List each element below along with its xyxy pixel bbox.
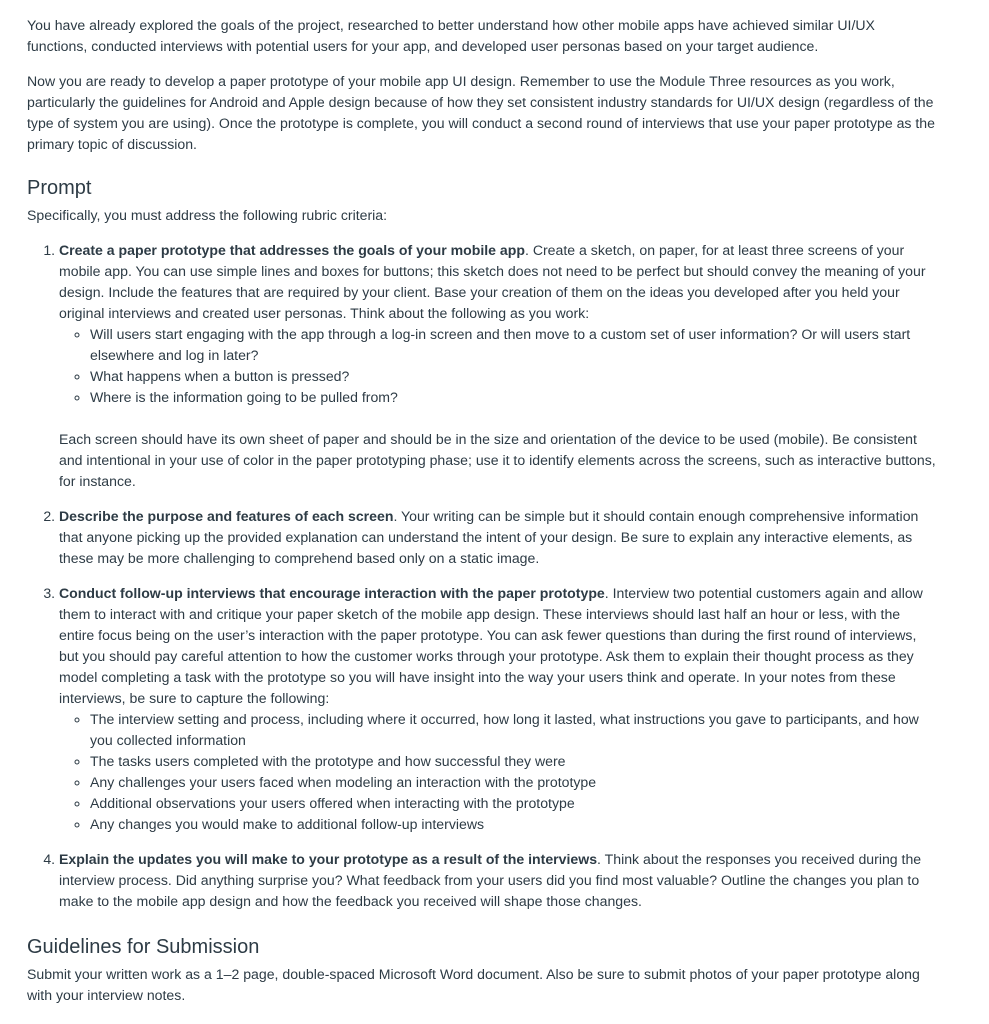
rubric-item-4	[59, 849, 937, 912]
list-item: ◦ Where is the information going to be pulled from?	[90, 387, 937, 408]
list-item: ◦ Will users start engaging with the app through a log-in screen and then move to a custom set of user information? Or will users start elsewhere and log in later?	[90, 324, 937, 366]
list-item: ◦ What happens when a button is pressed?	[90, 366, 937, 387]
rubric-item-1-text: . Create a sketch, on paper, for at least three screens of your mobile app. You can use simple lines and boxes for buttons; this sketch does not need to be perfect but should convey the meaning of your design. Include the features that are required by your client. Base your creation of them on the ideas you developed after you held your original interviews and created user personas. Think about the following as you work:	[59, 242, 926, 321]
rubric-item-1-bullets	[59, 324, 937, 408]
rubric-item-3-bullets	[59, 709, 937, 835]
list-item: ◦ The interview setting and process, including where it occurred, how long it lasted, what instructions you gave to participants, and how you collected information	[90, 709, 937, 751]
rubric-item-4-title: Explain the updates you will make to your prototype as a result of the interviews	[59, 851, 598, 867]
list-item: ◦ Any challenges your users faced when modeling an interaction with the prototype	[90, 772, 937, 793]
list-item: ◦ The tasks users completed with the prototype and how successful they were	[90, 751, 937, 772]
rubric-item-2-title: Describe the purpose and features of each screen	[59, 508, 394, 524]
rubric-item-2-text: . Your writing can be simple but it should contain enough comprehensive information that anyone picking up the provided explanation can understand the intent of your design. Be sure to explain any interactive elements, as these may be more challenging to comprehend based only on a static image.	[59, 508, 919, 566]
intro-paragraph-2: Now you are ready to develop a paper prototype of your mobile app UI design. Remember to use the Module Three resources as you work, particularly the guidelines for Android and Apple design because of how they set consistent industry standards for UI/UX design (regardless of the type of system you are using). Once the prototype is complete, you will conduct a second round of interviews that use your paper prototype as the primary topic of discussion.	[27, 73, 935, 152]
rubric-item-1	[59, 240, 937, 492]
assignment-content	[27, 15, 937, 1020]
rubric-item-3-text: . Interview two potential customers again and allow them to interact with and critique your paper sketch of the mobile app design. These interviews should last half an hour or less, with the entire focus being on the user’s interaction with the paper prototype. You can ask fewer questions than during the first round of interviews, but you should pay careful attention to how the customer works through your prototype. Ask them to explain their thought process as they model completing a task with the prototype so you will have insight into the way your users think and operate. In your notes from these interviews, be sure to capture the following:	[59, 585, 923, 706]
list-item: ◦ Additional observations your users offered when interacting with the prototype	[90, 793, 937, 814]
intro-paragraph-1: You have already explored the goals of the project, researched to better understand how other mobile apps have achieved similar UI/UX functions, conducted interviews with potential users for your app, and developed user personas based on your target audience.	[27, 17, 875, 54]
guidelines-heading: Guidelines for Submission	[27, 936, 260, 958]
rubric-item-3	[59, 583, 937, 835]
rubric-item-4-text: . Think about the responses you received during the interview process. Did anything surprise you? What feedback from your users did you find most valuable? Outline the changes you plan to make to the mobile app design and how the feedback you received will shape those changes.	[59, 851, 922, 909]
guidelines-text: Submit your written work as a 1–2 page, double-spaced Microsoft Word document. Also be sure to submit photos of your paper prototype along with your interview notes.	[27, 966, 920, 1003]
rubric-item-1-title: Create a paper prototype that addresses the goals of your mobile app	[59, 242, 525, 258]
rubric-item-2	[59, 506, 937, 569]
rubric-criteria-list	[27, 240, 937, 912]
prompt-heading: Prompt	[27, 177, 92, 199]
prompt-lead: Specifically, you must address the following rubric criteria:	[27, 207, 388, 223]
rubric-item-3-title: Conduct follow-up interviews that encourage interaction with the paper prototype	[59, 585, 605, 601]
list-item: ◦ Any changes you would make to additional follow-up interviews	[90, 814, 937, 835]
rubric-item-1-after: Each screen should have its own sheet of paper and should be in the size and orientation of the device to be used (mobile). Be consistent and intentional in your use of color in the paper prototyping phase; use it to identify elements across the screens, such as interactive buttons, for instance.	[59, 431, 936, 489]
